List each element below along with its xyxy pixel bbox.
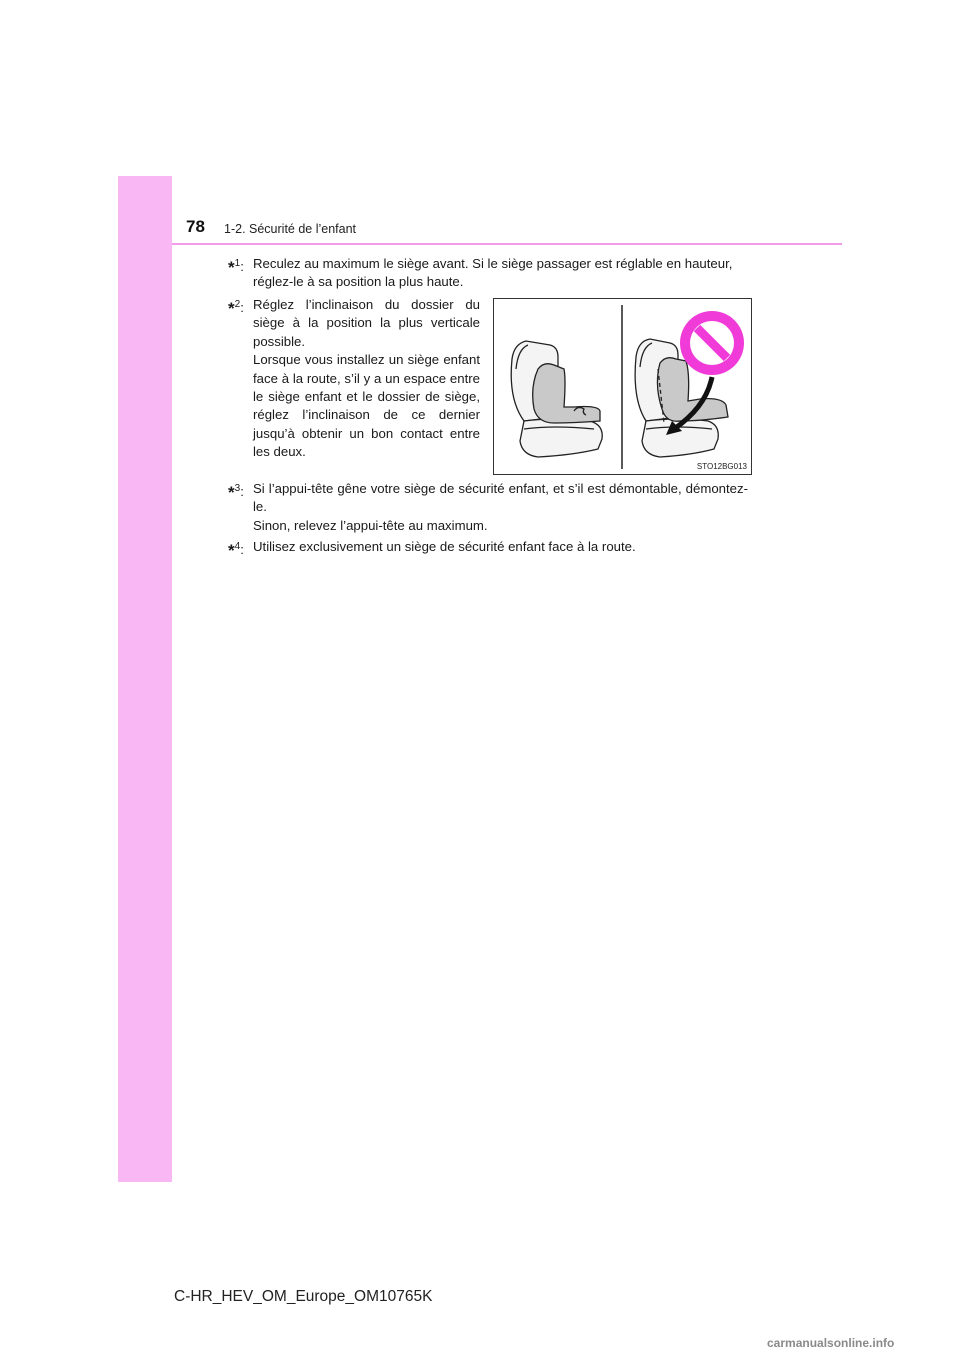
seat-correct-icon	[511, 341, 602, 457]
document-id: C-HR_HEV_OM_Europe_OM10765K	[174, 1288, 433, 1305]
figure-code: STO12BG013	[696, 462, 747, 471]
header-rule	[172, 243, 842, 245]
prohibition-icon	[680, 311, 744, 375]
note-marker: *$^4$:	[228, 541, 244, 560]
note-marker: *$^3$:	[228, 483, 244, 502]
watermark: carmanualsonline.info	[767, 1336, 895, 1350]
seat-illustration	[494, 299, 751, 474]
note-4-text: Utilisez exclusivement un siège de sécurité enfant face à la route.	[253, 539, 636, 554]
note-1	[228, 255, 748, 292]
note-3-text-b: Sinon, relevez l’appui-tête au maximum.	[253, 517, 488, 533]
note-4	[228, 538, 748, 560]
seat-recline-figure	[493, 298, 752, 475]
note-2-text-b: Lorsque vous installez un siège enfant face à la route, s’il y a un espace entre le siège enfant et le dossier de siège, réglez l’inclinaison de ce dernier jusqu’à obtenir un bon contact entre les deux.	[253, 352, 480, 460]
note-2-text-a: Réglez l’inclinaison du dossier du siège à la position la plus verticale possible.	[253, 297, 480, 349]
side-tab	[118, 176, 172, 1182]
note-3	[228, 480, 748, 535]
section-title: 1-2. Sécurité de l’enfant	[224, 222, 357, 236]
note-3-text-a: Si l’appui-tête gêne votre siège de sécurité enfant, et s’il est démontable, démontez-le.	[253, 481, 748, 515]
note-2	[228, 296, 480, 462]
note-marker: *$^1$:	[228, 258, 244, 277]
page-number: 78	[186, 217, 205, 236]
note-1-text: Reculez au maximum le siège avant. Si le siège passager est réglable en hauteur, réglez-le à sa position la plus haute.	[253, 256, 733, 290]
note-marker: *$^2$:	[228, 299, 244, 318]
